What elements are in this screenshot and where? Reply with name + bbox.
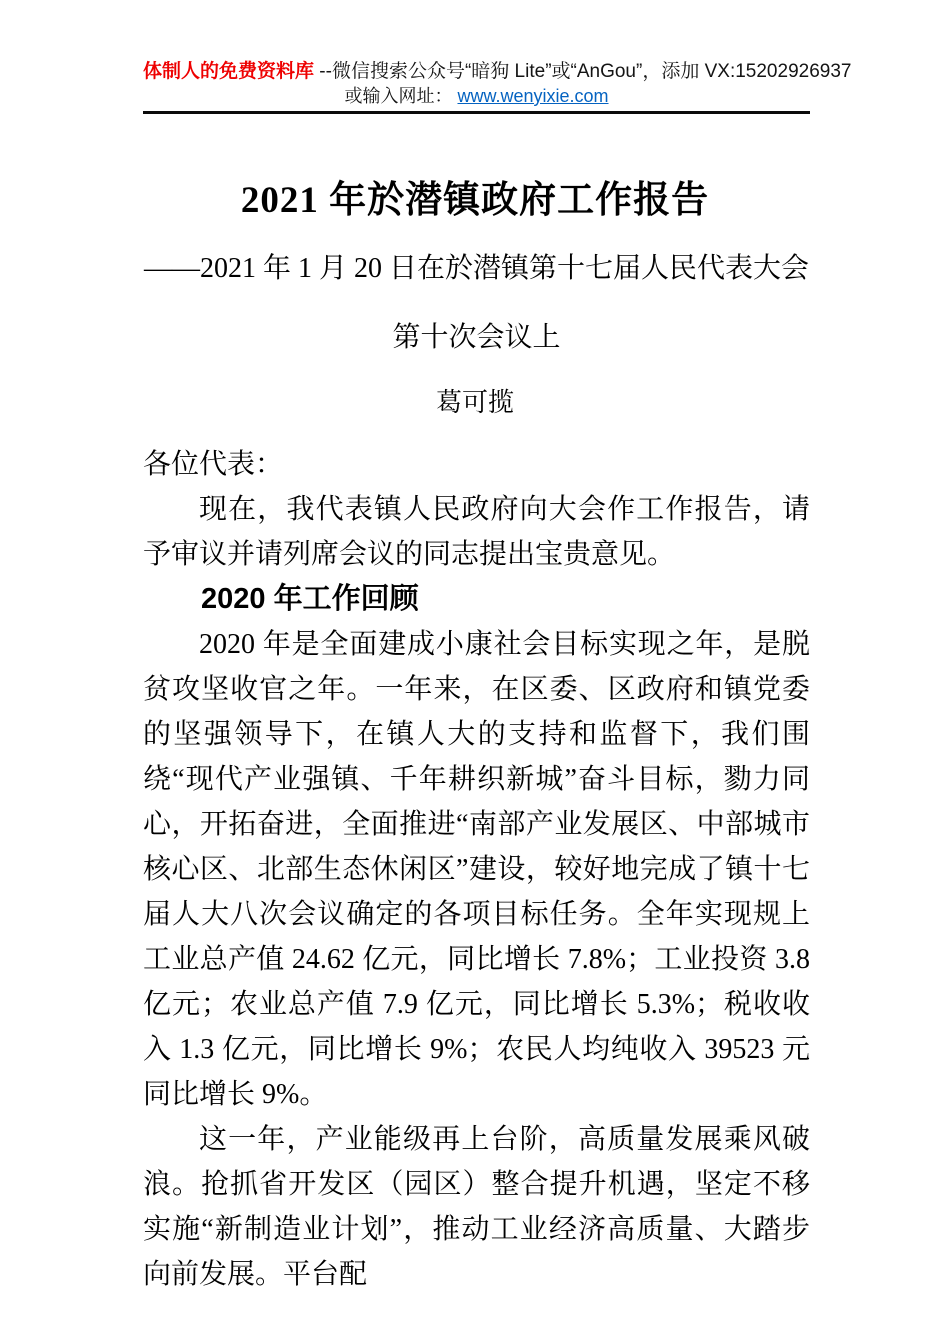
url-prompt-label: 或输入网址： bbox=[344, 86, 453, 106]
paragraph-2020-summary: 2020 年是全面建成小康社会目标实现之年，是脱贫攻坚收官之年。一年来，在区委、区政府和镇党委的坚强领导下，在镇人大的支持和监督下，我们围绕“现代产业强镇、千年耕织新城”奋斗目标，勠力同心，开拓奋进，全面推进“南部产业发展区、中部城市核心区、北部生态休闲区”建设，较好地完成了镇十七届人大八次会议确定的各项目标任务。全年实现规上工业总产值 24.62 亿元，同比增长 7.8%；工业投资 3.8 亿元；农业总产值 7.9 亿元，同比增长 5.3%；税收收入 1.3 亿元，同比增长 9%；农民人均纯收入 39523 元同比增长 9%。 bbox=[143, 629, 810, 1110]
promo-header bbox=[143, 0, 852, 114]
salutation: 各位代表： bbox=[143, 449, 284, 480]
document-author: 葛可揽 bbox=[435, 388, 514, 417]
brand-name: 体制人的免费资料库 bbox=[143, 61, 315, 82]
paragraph-intro: 现在，我代表镇人民政府向大会作工作报告，请予审议并请列席会议的同志提出宝贵意见。 bbox=[143, 494, 810, 570]
website-link[interactable]: www.wenyixie.com bbox=[457, 86, 609, 106]
promo-wechat-text: --微信搜索公众号“暗狗 Lite”或“AnGou”，添加 VX:15202926937 bbox=[319, 61, 852, 82]
promo-line-1 bbox=[143, 60, 852, 84]
paragraph-industry: 这一年，产业能级再上台阶，高质量发展乘风破浪。抢抓省开发区（园区）整合提升机遇，坚定不移实施“新制造业计划”，推动工业经济高质量、大踏步向前发展。平台配 bbox=[143, 1124, 810, 1290]
promo-line-2 bbox=[143, 85, 810, 107]
document-title: 2021 年於潜镇政府工作报告 bbox=[240, 180, 710, 221]
document-body bbox=[143, 442, 810, 1297]
document-subtitle: ——2021 年 1 月 20 日在於潜镇第十七届人民代表大会第十次会议上 bbox=[143, 253, 809, 353]
section-heading-2020-review: 2020 年工作回顾 bbox=[201, 583, 419, 615]
